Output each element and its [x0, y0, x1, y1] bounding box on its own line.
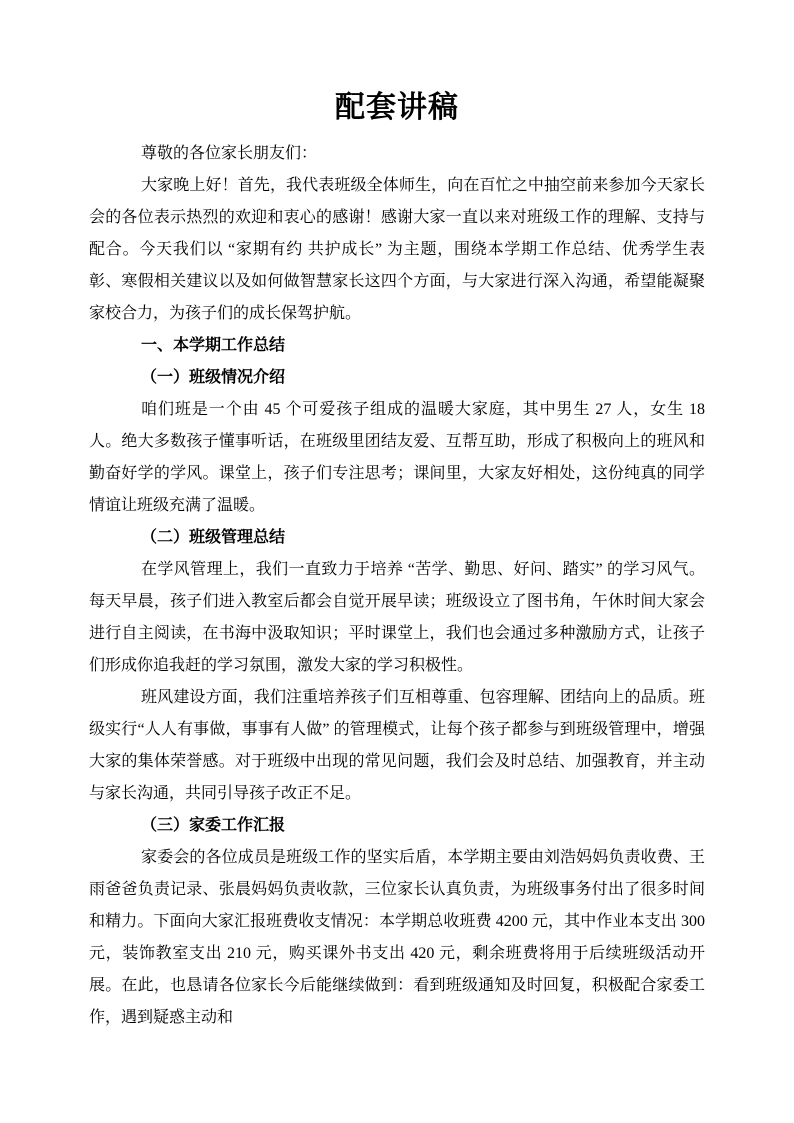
- class-introduction-paragraph: 咱们班是一个由 45 个可爱孩子组成的温暖大家庭，其中男生 27 人，女生 18 人。绝大多数孩子懂事听话，在班级里团结友爱、互帮互助，形成了积极向上的班风和勤奋好学的学风。课堂上，孩子们专注思考；课间里，大家友好相处，这份纯真的同学情谊让班级充满了温暖。: [89, 401, 705, 514]
- salutation-paragraph: 尊敬的各位家长朋友们：: [141, 145, 318, 162]
- study-style-paragraph: 在学风管理上，我们一直致力于培养 “苦学、勤思、好问、踏实” 的学习风气。每天早晨，孩子们进入教室后都会自觉开展早读；班级设立了图书角，午休时间大家会进行自主阅读，在书海中汲取知识；平时课堂上，我们也会通过多种激励方式，让孩子们形成你追我赶的学习氛围，激发大家的学习积极性。: [89, 561, 705, 674]
- subsection-heading-class-introduction: （一）班级情况介绍: [141, 369, 286, 386]
- class-culture-paragraph: 班风建设方面，我们注重培养孩子们互相尊重、包容理解、团结向上的品质。班级实行“人人有事做，事事有人做” 的管理模式，让每个孩子都参与到班级管理中，增强大家的集体荣誉感。对于班级中出现的常见问题，我们会及时总结、加强教育，并主动与家长沟通，共同引导孩子改正不足。: [89, 689, 705, 802]
- section-heading-semester-summary: 一、本学期工作总结: [141, 337, 286, 354]
- subsection-heading-parent-committee-report: （三）家委工作汇报: [141, 817, 286, 834]
- subsection-heading-class-management: （二）班级管理总结: [141, 529, 286, 546]
- document-title: 配套讲稿: [335, 91, 459, 124]
- opening-paragraph: 大家晚上好！首先，我代表班级全体师生，向在百忙之中抽空前来参加今天家长会的各位表示热烈的欢迎和衷心的感谢！感谢大家一直以来对班级工作的理解、支持与配合。今天我们以 “家期有约 共护成长” 为主题，围绕本学期工作总结、优秀学生表彰、寒假相关建议以及如何做智慧家长这四个方面，与大家进行深入沟通，希望能凝聚家校合力，为孩子们的成长保驾护航。: [89, 177, 705, 322]
- parent-committee-paragraph: 家委会的各位成员是班级工作的坚实后盾，本学期主要由刘浩妈妈负责收费、王雨爸爸负责记录、张晨妈妈负责收款，三位家长认真负责，为班级事务付出了很多时间和精力。下面向大家汇报班费收支情况：本学期总收班费 4200 元，其中作业本支出 300 元，装饰教室支出 210 元，购买课外书支出 420 元，剩余班费将用于后续班级活动开展。在此，也恳请各位家长今后能继续做到：看到班级通知及时回复，积极配合家委工作，遇到疑惑主动和: [89, 849, 705, 1026]
